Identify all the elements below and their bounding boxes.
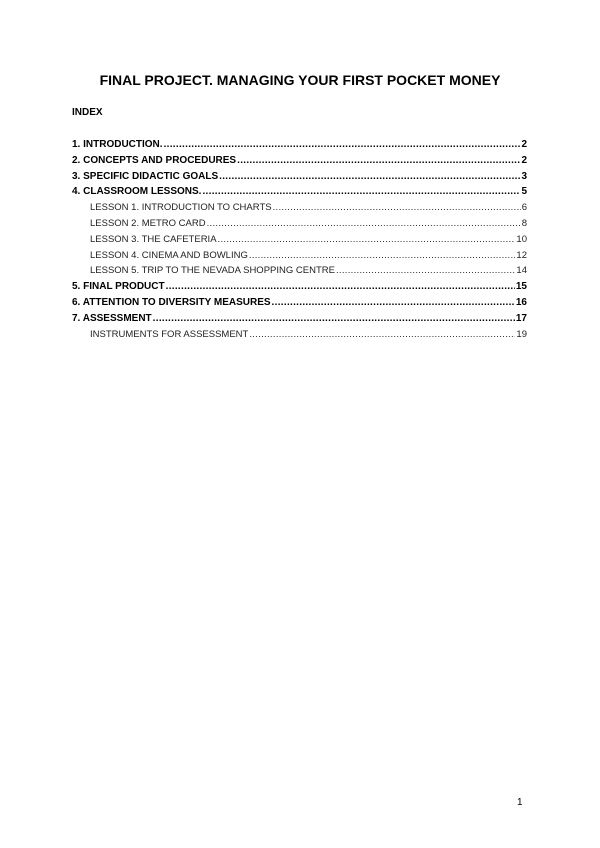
dot-leader — [249, 250, 516, 261]
toc-entry[interactable] — [72, 265, 527, 281]
toc-entry[interactable] — [72, 281, 527, 297]
dot-leader — [272, 297, 515, 308]
toc-entry-label: 2. CONCEPTS AND PROCEDURES — [72, 154, 237, 166]
toc-entry[interactable] — [72, 329, 527, 345]
toc-entry-page: 6 — [521, 202, 527, 214]
toc-entry-page: 10 — [516, 233, 527, 245]
toc-entry-page: 17 — [515, 312, 527, 324]
dot-leader — [207, 218, 521, 229]
toc-entry[interactable] — [72, 155, 527, 171]
toc-entry[interactable] — [72, 234, 527, 250]
toc-entry-label: 4. CLASSROOM LESSONS. — [72, 186, 202, 198]
toc-entry-page: 8 — [521, 217, 527, 229]
index-heading: INDEX — [72, 107, 103, 118]
toc-entry[interactable] — [72, 297, 527, 313]
toc-entry-page: 12 — [516, 249, 527, 261]
toc-entry-page: 14 — [516, 265, 527, 277]
toc-entry-page: 3 — [521, 170, 527, 182]
toc-entry-label: LESSON 4. CINEMA AND BOWLING — [90, 249, 248, 261]
dot-leader — [237, 155, 520, 166]
toc-entry-label: 1. INTRODUCTION. — [72, 139, 163, 150]
toc-entry[interactable] — [72, 313, 527, 329]
toc-entry[interactable] — [72, 250, 527, 266]
toc-entry-label: 3. SPECIFIC DIDACTIC GOALS — [72, 170, 219, 182]
dot-leader — [273, 202, 521, 213]
toc-entry[interactable] — [72, 139, 527, 155]
dot-leader — [202, 186, 520, 197]
toc-entry-label: 5. FINAL PRODUCT — [72, 281, 165, 293]
toc-entry-label: LESSON 2. METRO CARD — [90, 217, 206, 229]
document-title: FINAL PROJECT. MANAGING YOUR FIRST POCKET MONEY — [99, 72, 501, 88]
toc-entry-label: LESSON 3. THE CAFETERIA — [90, 233, 217, 245]
toc-entry-page: 16 — [515, 296, 527, 308]
table-of-contents — [72, 139, 527, 344]
toc-entry-page: 5 — [521, 186, 527, 198]
dot-leader — [166, 281, 515, 292]
dot-leader — [336, 265, 515, 276]
dot-leader — [164, 139, 521, 150]
toc-entry-page: 19 — [516, 328, 527, 340]
page-number: 1 — [517, 797, 523, 808]
toc-entry-label: LESSON 5. TRIP TO THE NEVADA SHOPPING CENTRE — [90, 265, 335, 277]
toc-entry-page: 15 — [515, 281, 527, 293]
toc-entry-label: 7. ASSESSMENT — [72, 312, 152, 324]
toc-entry[interactable] — [72, 171, 527, 187]
toc-entry-page: 2 — [521, 154, 527, 166]
dot-leader — [153, 313, 515, 324]
toc-entry[interactable] — [72, 218, 527, 234]
toc-entry-label: INSTRUMENTS FOR ASSESSMENT — [90, 328, 249, 340]
dot-leader — [218, 234, 516, 245]
toc-entry[interactable] — [72, 186, 527, 202]
toc-entry-page: 2 — [521, 139, 527, 150]
dot-leader — [219, 171, 520, 182]
toc-entry[interactable] — [72, 202, 527, 218]
dot-leader — [249, 329, 515, 340]
toc-entry-label: 6. ATTENTION TO DIVERSITY MEASURES — [72, 296, 271, 308]
toc-entry-label: LESSON 1. INTRODUCTION TO CHARTS — [90, 202, 272, 214]
